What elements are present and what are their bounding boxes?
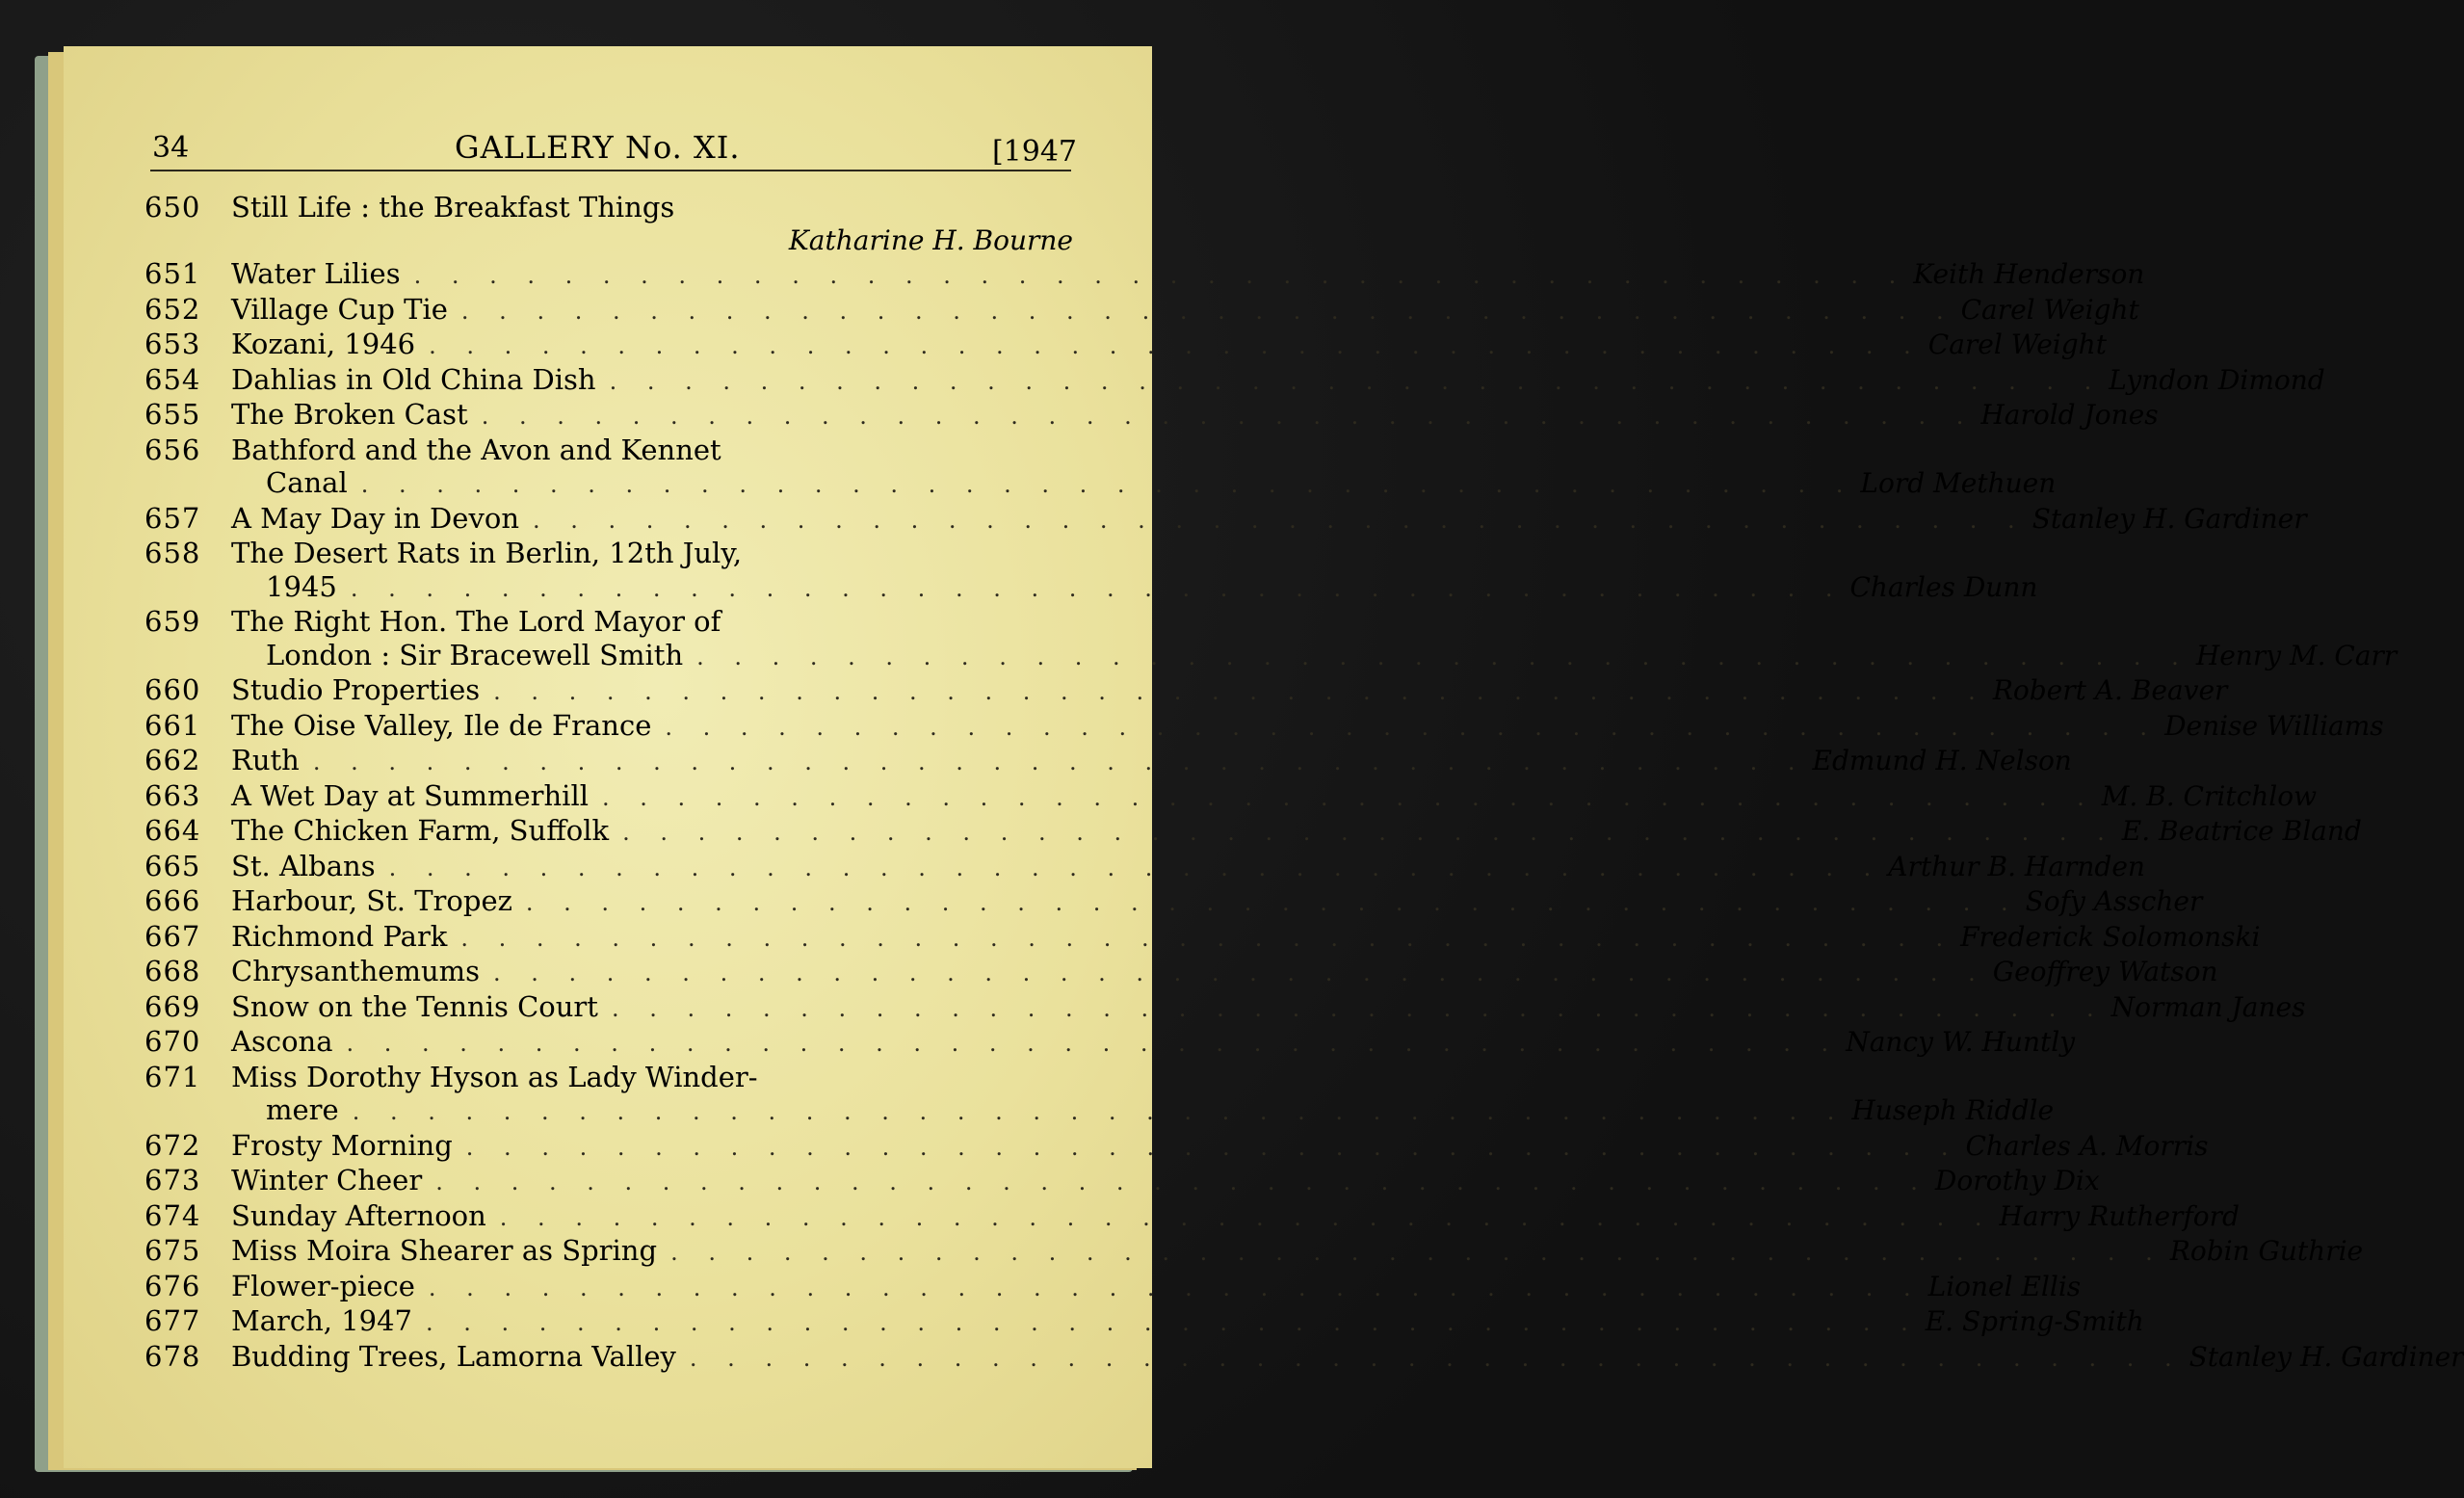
catalogue-entry (144, 501, 2307, 538)
entry-number: 670 (144, 1025, 201, 1058)
entry-title: Chrysanthemums (231, 955, 481, 987)
entry-title-continuation: Canal (266, 466, 348, 499)
entry-title: St. Albans (231, 849, 376, 882)
leader-dots: . . . . . . . . . . . . . . . . . . . . . . . . . . . . . . . . . . . . . . . . (428, 1274, 1923, 1301)
entry-artist: Denise Williams (2164, 709, 2384, 742)
entry-title-continuation: London : Sir Bracewell Smith (266, 638, 684, 671)
entry-number: 667 (144, 919, 201, 953)
entry-artist: Norman Janes (2110, 990, 2306, 1023)
catalogue-entry-continuation (144, 569, 2038, 606)
entry-title: Miss Moira Shearer as Spring (231, 1234, 658, 1267)
entry-artist: Charles A. Morris (1965, 1129, 2209, 1162)
leader-dots: . . . . . . . . . . . . . . . . . . . . . . . . . . . . . . . . . . . . . . . . (493, 959, 1987, 986)
entry-title: Snow on the Tennis Court (231, 989, 598, 1023)
catalogue-entry (144, 1164, 2100, 1199)
entry-artist: Carel Weight (1927, 329, 2107, 360)
entry-artist: E. Spring-Smith (1925, 1305, 2144, 1337)
entry-artist: E. Beatrice Bland (2121, 815, 2362, 847)
entry-title: Studio Properties (231, 673, 481, 706)
entry-number: 653 (144, 328, 201, 360)
entry-title: A May Day in Devon (231, 501, 519, 535)
catalogue-entry (144, 884, 2203, 920)
entry-artist: Arthur B. Harnden (1888, 850, 2145, 882)
entry-title: The Oise Valley, Ile de France (231, 708, 652, 742)
entry-title: Ascona (231, 1025, 333, 1058)
leader-dots: . . . . . . . . . . . . . . . . . . . . . . . . . . . . . . . . . . . . . . . . (388, 854, 1883, 881)
entry-artist: Frederick Solomonski (1960, 920, 2261, 953)
leader-dots: . . . . . . . . . . . . . . . . . . . . . . . . . . . . . . . . . . . . . . . . (346, 1030, 1841, 1057)
leader-dots: . . . . . . . . . . . . . . . . . . . . . . . . . . . . . . . . . . . . . . . . (525, 889, 2020, 916)
entry-artist: Henry M. Carr (2195, 639, 2398, 671)
leader-dots: . . . . . . . . . . . . . . . . . . . . . . . . . . . . . . . . . . . . . . . . (622, 819, 2116, 846)
leader-dots: . . . . . . . . . . . . . . . . . . . . . . . . . . . . . . . . . . . . . . . . (481, 403, 1976, 430)
entry-artist: Sofy Asscher (2025, 885, 2203, 917)
entry-title: Richmond Park (231, 919, 448, 953)
entry-title: Winter Cheer (231, 1164, 423, 1196)
catalogue-entry-continuation (144, 466, 2057, 502)
leader-dots: . . . . . . . . . . . . . . . . . . . . . . . . . . . . . . . . . . . . . . . . (611, 994, 2106, 1022)
entry-title: Ruth (231, 744, 300, 776)
page-number: 34 (152, 131, 190, 165)
entry-title-continuation: 1945 (266, 569, 337, 603)
entry-artist: Harold Jones (1980, 399, 2159, 431)
entry-artist: Lord Methuen (1860, 467, 2057, 499)
catalogue-list (144, 191, 2464, 1375)
entry-number: 660 (144, 673, 201, 706)
leader-dots: . . . . . . . . . . . . . . . . . . . . . . . . . . . . . . . . . . . . . . . . (352, 1098, 1847, 1125)
entry-number: 673 (144, 1164, 201, 1196)
entry-artist: Huseph Riddle (1851, 1094, 2055, 1126)
entry-number: 661 (144, 708, 201, 742)
catalogue-entry (144, 1269, 2082, 1305)
entry-number: 655 (144, 398, 201, 431)
catalogue-entry (144, 1339, 2464, 1376)
leader-dots: . . . . . . . . . . . . . . . . . . . . . . . . . . . . . . . . . . . . . . . . (602, 783, 2096, 811)
leader-dots: . . . . . . . . . . . . . . . . . . . . . . . . . . . . . . . . . . . . . . . . (413, 262, 1908, 289)
entry-title: The Broken Cast (231, 398, 468, 431)
leader-dots: . . . . . . . . . . . . . . . . . . . . . . . . . . . . . . . . . . . . . . . . (426, 1309, 1920, 1336)
entry-artist: Harry Rutherford (1999, 1199, 2240, 1232)
entry-number: 656 (144, 433, 201, 466)
catalogue-entry (144, 398, 2159, 434)
catalogue-entry (144, 434, 1073, 467)
catalogue-entry (144, 1025, 2076, 1061)
entry-title: March, 1947 (231, 1304, 413, 1337)
catalogue-entry (144, 1304, 2144, 1340)
entry-title: Harbour, St. Tropez (231, 884, 512, 917)
entry-number: 663 (144, 778, 201, 812)
entry-title: The Desert Rats in Berlin, 12th July, (231, 537, 743, 569)
leader-dots: . . . . . . . . . . . . . . . . . . . . . . . . . . . . . . . . . . . . . . . . (435, 1169, 1929, 1196)
catalogue-entry (144, 328, 2107, 363)
catalogue-entry (144, 362, 2325, 399)
entry-artist: Stanley H. Gardiner (2189, 1340, 2464, 1373)
entry-number: 659 (144, 605, 201, 638)
entry-title: Miss Dorothy Hyson as Lady Winder- (231, 1060, 758, 1093)
entry-number: 677 (144, 1304, 201, 1337)
entry-artist: Dorothy Dix (1934, 1165, 2100, 1196)
entry-number: 671 (144, 1060, 201, 1093)
entry-title: The Chicken Farm, Suffolk (231, 814, 610, 847)
leader-dots: . . . . . . . . . . . . . . . . . . . . . . . . . . . . . . . . . . . . . . . . (533, 506, 2027, 534)
entry-title: Village Cup Tie (231, 292, 448, 326)
header-rule (150, 170, 1071, 171)
catalogue-entry (144, 292, 2139, 329)
entry-artist: Stanley H. Gardiner (2031, 502, 2307, 535)
entry-number: 664 (144, 814, 201, 847)
catalogue-entry-continuation (144, 638, 2398, 674)
leader-dots: . . . . . . . . . . . . . . . . . . . . . . . . . . . . . . . . . . . . . . . . (465, 1133, 1960, 1161)
entry-number: 657 (144, 501, 201, 535)
entry-artist: Keith Henderson (1913, 258, 2145, 290)
entry-artist: Robin Guthrie (2169, 1235, 2364, 1267)
entry-artist: Edmund H. Nelson (1812, 745, 2072, 776)
page-header (152, 125, 1077, 168)
leader-dots: . . . . . . . . . . . . . . . . . . . . . . . . . . . . . . . . . . . . . . . . (696, 643, 2190, 670)
leader-dots: . . . . . . . . . . . . . . . . . . . . . . . . . . . . . . . . . . . . . . . . (670, 1239, 2164, 1266)
catalogue-entry (144, 849, 2145, 885)
leader-dots: . . . . . . . . . . . . . . . . . . . . . . . . . . . . . . . . . . . . . . . . (350, 574, 1845, 602)
entry-number: 654 (144, 362, 201, 396)
entry-number: 650 (144, 191, 201, 223)
catalogue-entry (144, 1198, 2240, 1235)
catalogue-entry-continuation (144, 1093, 2055, 1129)
entry-number: 658 (144, 537, 201, 569)
entry-title: Kozani, 1946 (231, 328, 416, 360)
catalogue-entry (144, 778, 2318, 815)
leader-dots: . . . . . . . . . . . . . . . . . . . . . . . . . . . . . . . . . . . . . . . . (493, 678, 1987, 705)
entry-artist: Charles Dunn (1849, 570, 2038, 603)
entry-number: 678 (144, 1339, 201, 1373)
catalogue-entry (144, 1128, 2209, 1165)
entry-artist: Carel Weight (1960, 293, 2139, 326)
entry-title: Budding Trees, Lamorna Valley (231, 1339, 676, 1373)
year: [1947 (991, 135, 1077, 169)
catalogue-entry (144, 1234, 2364, 1270)
entry-artist: Geoffrey Watson (1992, 956, 2218, 987)
gallery-title: GALLERY No. XI. (455, 129, 741, 166)
entry-title: Flower-piece (231, 1269, 415, 1302)
entry-number: 668 (144, 955, 201, 987)
leader-dots: . . . . . . . . . . . . . . . . . . . . . . . . . . . . . . . . . . . . . . . . (689, 1344, 2184, 1372)
leader-dots: . . . . . . . . . . . . . . . . . . . . . . . . . . . . . . . . . . . . . . . . (665, 713, 2160, 741)
catalogue-entry (144, 955, 2218, 990)
entry-title: Water Lilies (231, 257, 401, 290)
entry-number: 665 (144, 849, 201, 882)
leader-dots: . . . . . . . . . . . . . . . . . . . . . . . . . . . . . . . . . . . . . . . . (360, 471, 1855, 498)
entry-artist: Katharine H. Bourne (788, 223, 1073, 256)
entry-title: The Right Hon. The Lord Mayor of (231, 605, 721, 638)
entry-title-continuation: mere (266, 1093, 339, 1126)
entry-title: Dahlias in Old China Dish (231, 362, 596, 396)
entry-title: A Wet Day at Summerhill (231, 778, 590, 812)
entry-number: 662 (144, 744, 201, 776)
entry-title: Frosty Morning (231, 1128, 453, 1162)
catalogue-entry (144, 814, 2362, 850)
catalogue-entry (144, 989, 2306, 1026)
entry-number: 651 (144, 257, 201, 290)
leader-dots: . . . . . . . . . . . . . . . . . . . . . . . . . . . . . . . . . . . . . . . . (460, 297, 1955, 325)
catalogue-entry-artist-line (144, 224, 1073, 258)
entry-artist: Robert A. Beaver (1992, 674, 2228, 706)
catalogue-entry (144, 191, 1073, 224)
entry-number: 652 (144, 292, 201, 326)
entry-title: Still Life : the Breakfast Things (231, 191, 675, 223)
entry-artist: M. B. Critchlow (2101, 779, 2318, 812)
leader-dots: . . . . . . . . . . . . . . . . . . . . . . . . . . . . . . . . . . . . . . . . (499, 1203, 1994, 1231)
entry-artist: Nancy W. Huntly (1846, 1026, 2076, 1058)
catalogue-entry (144, 673, 2228, 709)
catalogue-entry (144, 537, 1073, 570)
entry-number: 669 (144, 989, 201, 1023)
entry-title: Sunday Afternoon (231, 1198, 486, 1232)
catalogue-entry (144, 605, 1073, 639)
entry-artist: Lyndon Dimond (2109, 363, 2325, 396)
entry-number: 674 (144, 1198, 201, 1232)
entry-number: 666 (144, 884, 201, 917)
entry-artist: Lionel Ellis (1927, 1270, 2082, 1302)
entry-number: 672 (144, 1128, 201, 1162)
entry-number: 675 (144, 1234, 201, 1267)
leader-dots: . . . . . . . . . . . . . . . . . . . . . . . . . . . . . . . . . . . . . . . . (429, 332, 1923, 359)
catalogue-entry (144, 919, 2261, 956)
catalogue-entry (144, 1061, 1073, 1094)
catalogue-entry (144, 708, 2384, 745)
leader-dots: . . . . . . . . . . . . . . . . . . . . . . . . . . . . . . . . . . . . . . . . (460, 924, 1955, 952)
catalogue-entry (144, 257, 2145, 293)
catalogue-entry (144, 744, 2072, 779)
leader-dots: . . . . . . . . . . . . . . . . . . . . . . . . . . . . . . . . . . . . . . . . (609, 367, 2104, 395)
entry-title: Bathford and the Avon and Kennet (231, 433, 721, 466)
leader-dots: . . . . . . . . . . . . . . . . . . . . . . . . . . . . . . . . . . . . . . . . (312, 749, 1807, 775)
entry-number: 676 (144, 1269, 201, 1302)
